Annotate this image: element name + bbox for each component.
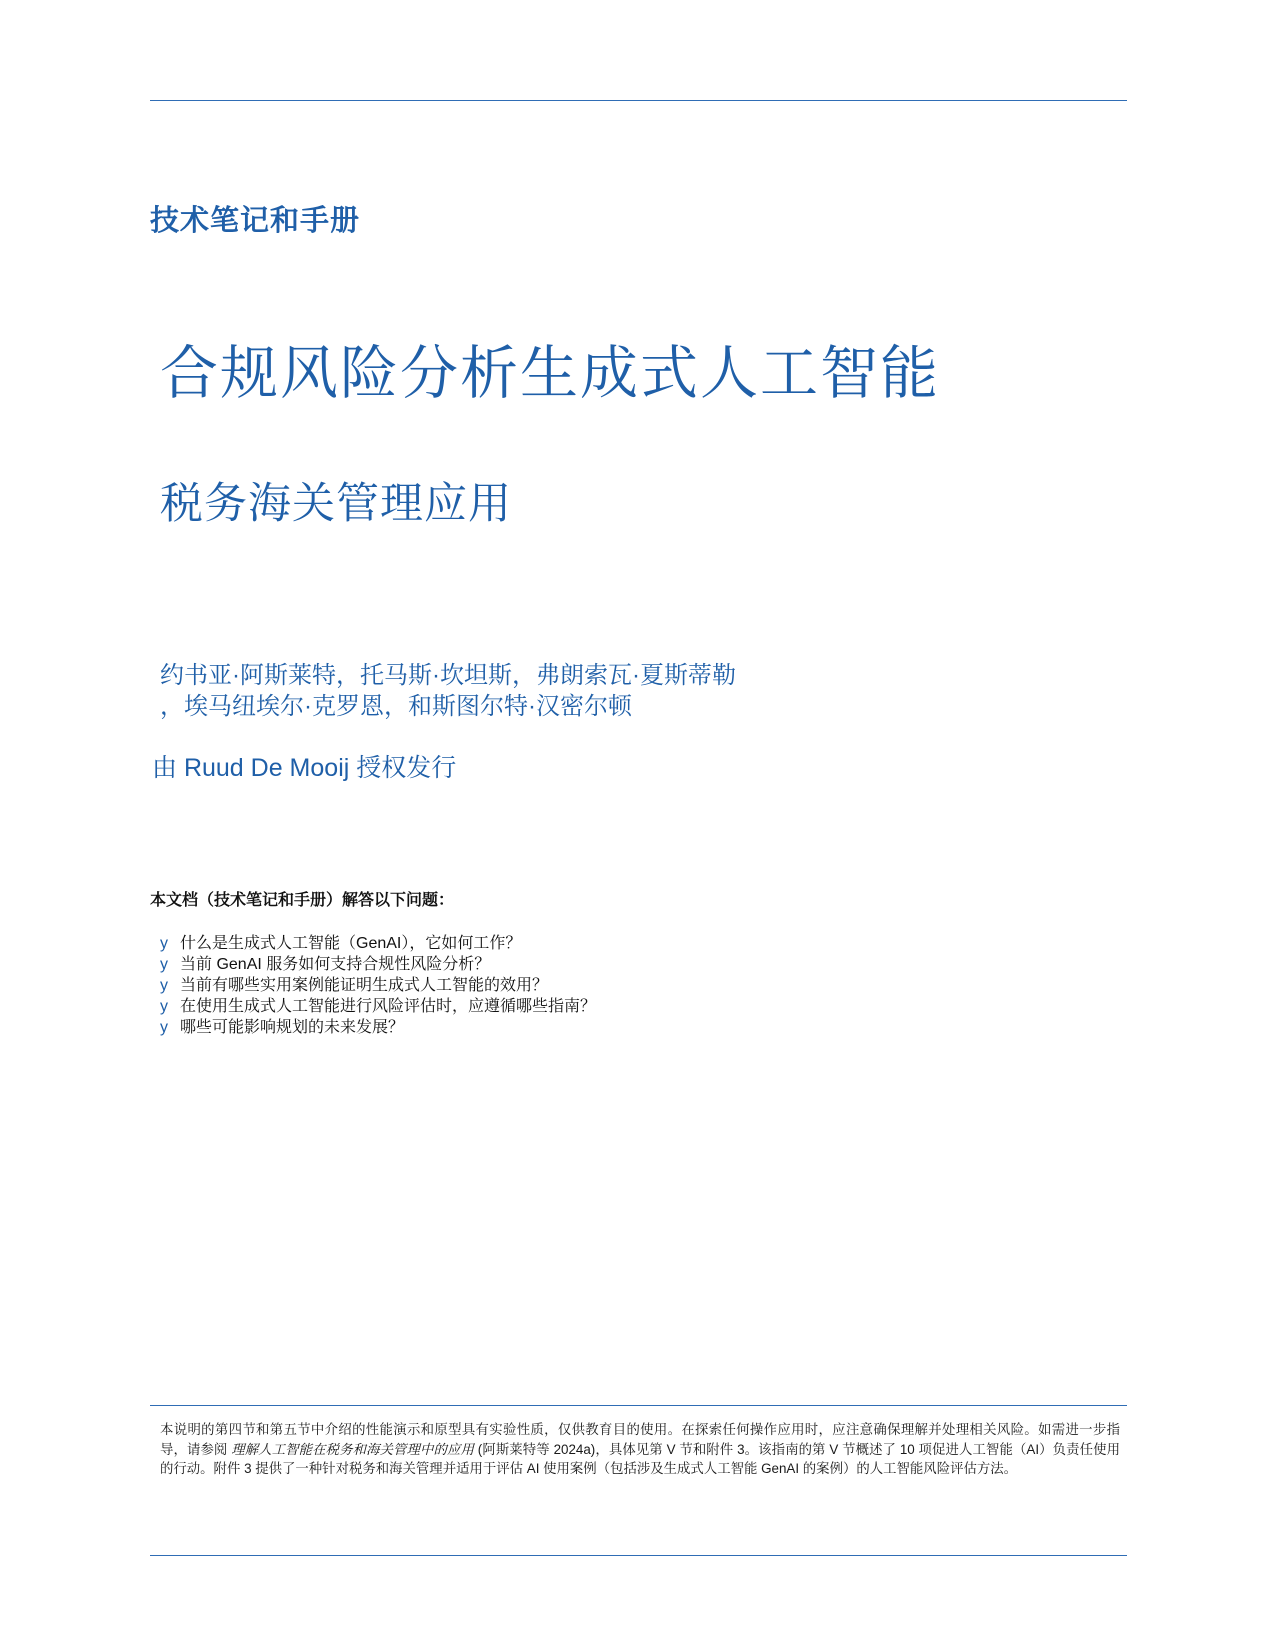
bullet-icon: y [160, 1019, 168, 1036]
bullet-icon: y [160, 956, 168, 973]
question-item [160, 930, 596, 951]
question-text: 当前 GenAI 服务如何支持合规性风险分析？ [180, 956, 491, 973]
footer-bottom-rule [150, 1555, 1127, 1556]
question-text: 在使用生成式人工智能进行风险评估时，应遵循哪些指南？ [180, 998, 597, 1015]
question-item [160, 972, 596, 993]
bullet-icon: y [160, 935, 168, 952]
question-list [160, 930, 596, 1035]
disclaimer-text-part2: (阿斯莱特等 2024a)，具体见第 V 节和附件 3。该指南的第 V 节概述了 10 项促进人工智能（AI）负责任使用的行动。附件 3 提供了一种针对税务和海关管理并适用于评估 AI 使用案例（包括涉及生成式人工智能 GenAI 的案例）的人工智能风险评估方法。 [160, 1441, 1120, 1476]
authorization-line: 由 Ruud De Mooij 授权发行 [152, 754, 457, 782]
top-rule [150, 100, 1127, 101]
referenced-publication-title: 理解人工智能在税务和海关管理中的应用 [231, 1441, 474, 1457]
author-line-1: 约书亚·阿斯莱特，托马斯·坎坦斯，弗朗索瓦·夏斯蒂勒 [160, 662, 736, 689]
questions-intro: 本文档（技术笔记和手册）解答以下问题： [150, 892, 455, 909]
disclaimer-note [160, 1420, 1120, 1479]
document-subtitle: 税务海关管理应用 [160, 480, 512, 528]
bullet-icon: y [160, 998, 168, 1015]
question-text: 什么是生成式人工智能（GenAI），它如何工作？ [180, 935, 522, 952]
question-item [160, 1014, 596, 1035]
author-list [160, 660, 736, 722]
question-text: 当前有哪些实用案例能证明生成式人工智能的效用？ [180, 977, 549, 994]
author-line-2: ，埃马纽埃尔·克罗恩，和斯图尔特·汉密尔顿 [160, 693, 632, 720]
question-item [160, 951, 596, 972]
question-text: 哪些可能影响规划的未来发展？ [180, 1019, 405, 1036]
document-title: 合规风险分析生成式人工智能 [160, 341, 941, 406]
series-label: 技术笔记和手册 [150, 205, 361, 237]
bullet-icon: y [160, 977, 168, 994]
question-item [160, 993, 596, 1014]
footer-top-rule [150, 1405, 1127, 1406]
disclaimer-text-part1: 本说明的第四节和第五节中介绍的性能演示和原型具有实验性质，仅供教育目的使用。在探索任何操作应用时，应注意确保理解并处理相关风险。如需进一步指导，请参阅 [160, 1422, 1120, 1457]
